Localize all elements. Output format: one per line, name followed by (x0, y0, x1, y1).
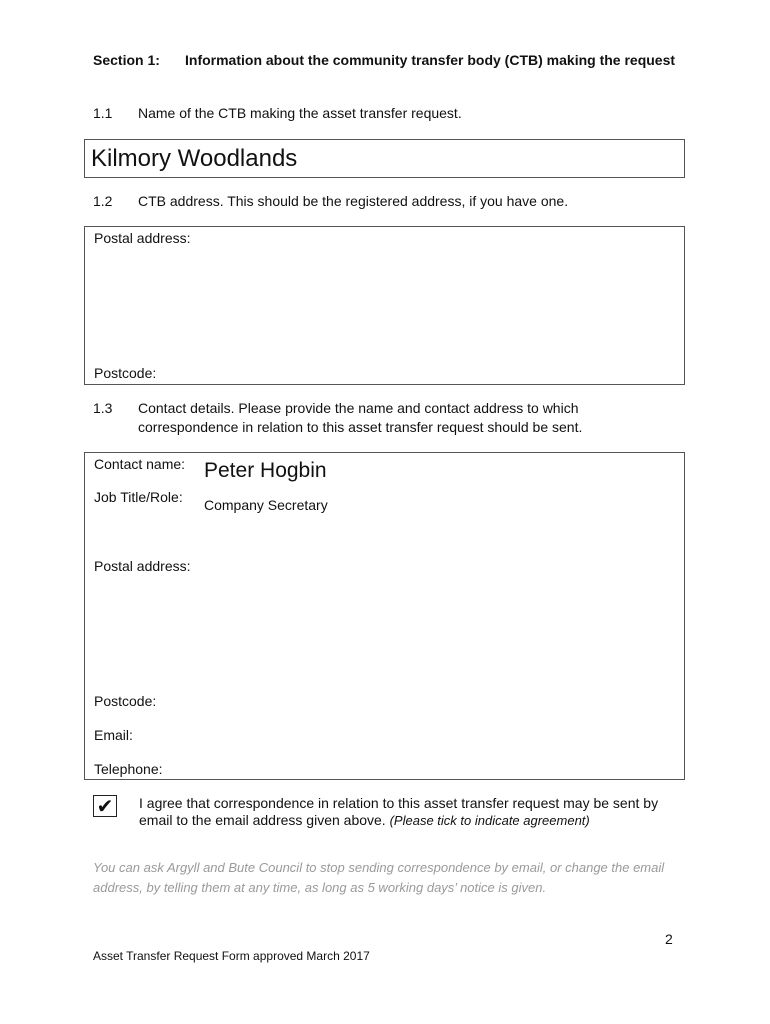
footer-text: Asset Transfer Request Form approved March 2017 (93, 949, 370, 963)
section-title: Information about the community transfer body (CTB) making the request (185, 52, 676, 68)
postcode-label: Postcode: (94, 693, 157, 709)
agreement-note: (Please tick to indicate agreement) (389, 813, 590, 828)
question-1-1 (93, 104, 693, 124)
question-text: Name of the CTB making the asset transfer request. (138, 105, 462, 121)
question-text: CTB address. This should be the registered address, if you have one. (138, 193, 569, 209)
agreement-text: I agree that correspondence in relation to this asset transfer request may be sent by email to the email address given above. (139, 795, 659, 828)
question-number: 1.3 (93, 400, 113, 416)
question-1-2 (93, 192, 693, 212)
page-number: 2 (665, 931, 673, 947)
postcode-label: Postcode: (94, 365, 157, 381)
ctb-name-field[interactable] (84, 139, 685, 178)
checkmark-icon: ✔ (96, 794, 114, 818)
contact-name-value: Peter Hogbin (204, 459, 327, 482)
ctb-name-value: Kilmory Woodlands (91, 145, 298, 172)
contact-details-field[interactable] (84, 452, 685, 780)
job-title-label: Job Title/Role: (94, 489, 183, 505)
question-number: 1.1 (93, 105, 113, 121)
ctb-address-field[interactable] (84, 226, 685, 385)
question-number: 1.2 (93, 193, 113, 209)
section-heading (93, 51, 683, 70)
job-title-value: Company Secretary (204, 497, 328, 513)
question-1-3 (93, 399, 693, 439)
section-number: Section 1: (93, 52, 160, 68)
question-text: Contact details. Please provide the name and contact address to which correspondence in relation to this asset transfer request should be sent. (138, 400, 583, 435)
telephone-label: Telephone: (94, 761, 163, 777)
email-label: Email: (94, 727, 133, 743)
contact-name-label: Contact name: (94, 456, 186, 472)
postal-address-label: Postal address: (94, 558, 191, 574)
postal-address-label: Postal address: (94, 230, 191, 246)
info-note: You can ask Argyll and Bute Council to stop sending correspondence by email, or change the email address, by telling them at any time, as long as 5 working days’ notice is given. (93, 860, 665, 895)
agreement-text-block (139, 795, 679, 829)
agreement-checkbox[interactable] (93, 795, 117, 817)
